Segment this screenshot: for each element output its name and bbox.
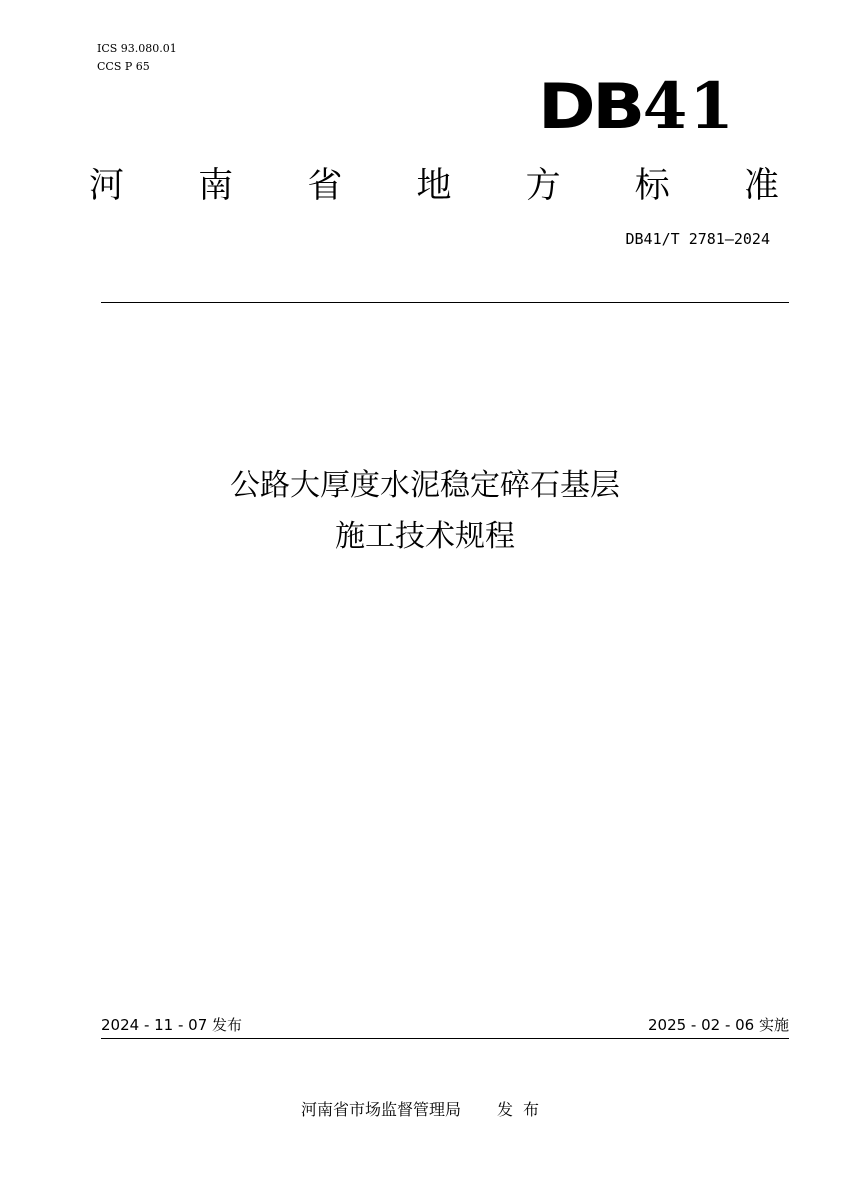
issuer-action: 发布 [497, 1100, 550, 1119]
header-divider [101, 302, 789, 303]
logo-letters: DB [538, 70, 642, 143]
standard-type-char: 标 [634, 166, 670, 206]
footer-divider [101, 1038, 789, 1039]
standard-number: DB41/T 2781—2024 [625, 230, 770, 248]
standard-type-char: 省 [307, 166, 343, 206]
standard-type-char: 南 [198, 166, 234, 206]
document-title-line-2: 施工技术规程 [335, 519, 515, 554]
issuer-line [0, 1099, 850, 1121]
ics-code: ICS 93.080.01 [97, 42, 177, 55]
document-title-line-1: 公路大厚度水泥稳定碎石基层 [230, 468, 620, 503]
release-date: 2024 - 11 - 07 发布 [101, 1016, 243, 1034]
standard-type-char: 地 [416, 166, 452, 206]
standard-type-char: 河 [89, 166, 125, 206]
issuer-name: 河南省市场监督管理局 [300, 1100, 461, 1119]
standard-type-char: 方 [525, 166, 561, 206]
ccs-code: CCS P 65 [97, 60, 150, 73]
db41-logo [538, 69, 736, 144]
implementation-date: 2025 - 02 - 06 实施 [647, 1016, 789, 1034]
standard-type-heading [89, 166, 779, 206]
logo-number: 41 [642, 69, 736, 144]
standard-type-char: 准 [743, 166, 779, 206]
date-row [101, 1015, 789, 1035]
